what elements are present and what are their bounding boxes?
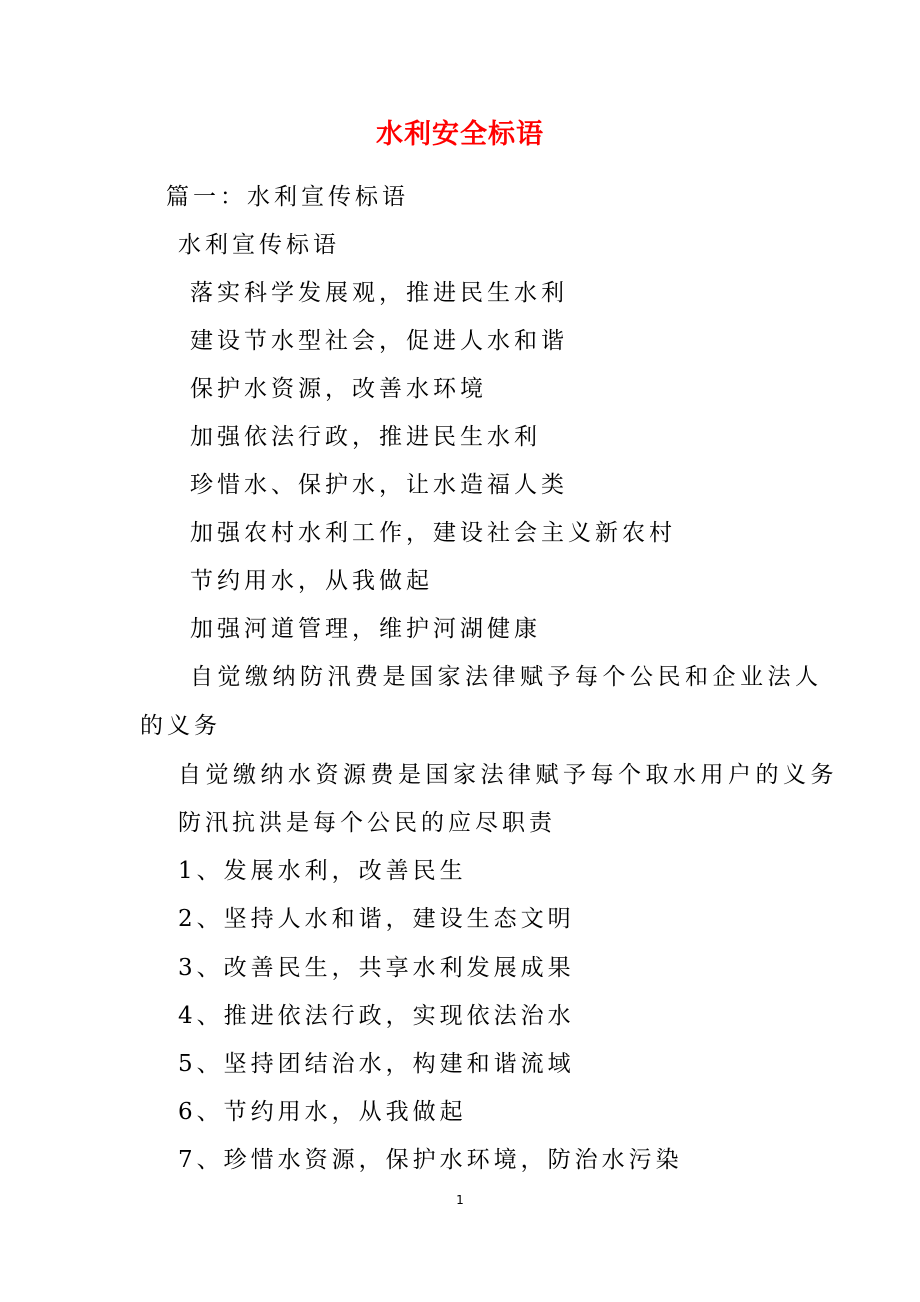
numbered-item: 2、坚持人水和谐，建设生态文明 xyxy=(178,906,575,932)
page-number: 1 xyxy=(456,1193,464,1207)
numbered-item: 4、推进依法行政，实现依法治水 xyxy=(178,1003,575,1029)
paragraph-water-fee: 自觉缴纳水资源费是国家法律赋予每个取水用户的义务 xyxy=(178,762,838,788)
numbered-item: 1、发展水利，改善民生 xyxy=(178,858,467,884)
slogan-item: 加强河道管理，维护河湖健康 xyxy=(190,616,541,642)
slogan-item: 加强依法行政，推进民生水利 xyxy=(190,424,541,450)
numbered-item: 5、坚持团结治水，构建和谐流域 xyxy=(178,1051,575,1077)
numbered-item: 3、改善民生，共享水利发展成果 xyxy=(178,955,575,981)
numbered-item: 6、节约用水，从我做起 xyxy=(178,1099,467,1125)
slogan-item: 加强农村水利工作，建设社会主义新农村 xyxy=(190,520,676,546)
slogan-item: 节约用水，从我做起 xyxy=(190,568,433,594)
slogan-item: 落实科学发展观，推进民生水利 xyxy=(190,280,568,306)
slogan-item: 珍惜水、保护水，让水造福人类 xyxy=(190,472,568,498)
title-container xyxy=(0,115,920,155)
paragraph-flood-duty: 防汛抗洪是每个公民的应尽职责 xyxy=(178,810,556,836)
subheading: 水利宣传标语 xyxy=(178,232,340,258)
paragraph-flood-fee-continuation: 的义务 xyxy=(140,713,221,739)
numbered-item: 7、珍惜水资源，保护水环境，防治水污染 xyxy=(178,1147,683,1173)
section-heading: 篇一：水利宣传标语 xyxy=(166,184,409,210)
paragraph-flood-fee: 自觉缴纳防汛费是国家法律赋予每个公民和企业法人 xyxy=(190,664,823,690)
slogan-item: 建设节水型社会，促进人水和谐 xyxy=(190,328,568,354)
document-title: 水利安全标语 xyxy=(376,119,544,150)
slogan-item: 保护水资源，改善水环境 xyxy=(190,376,487,402)
